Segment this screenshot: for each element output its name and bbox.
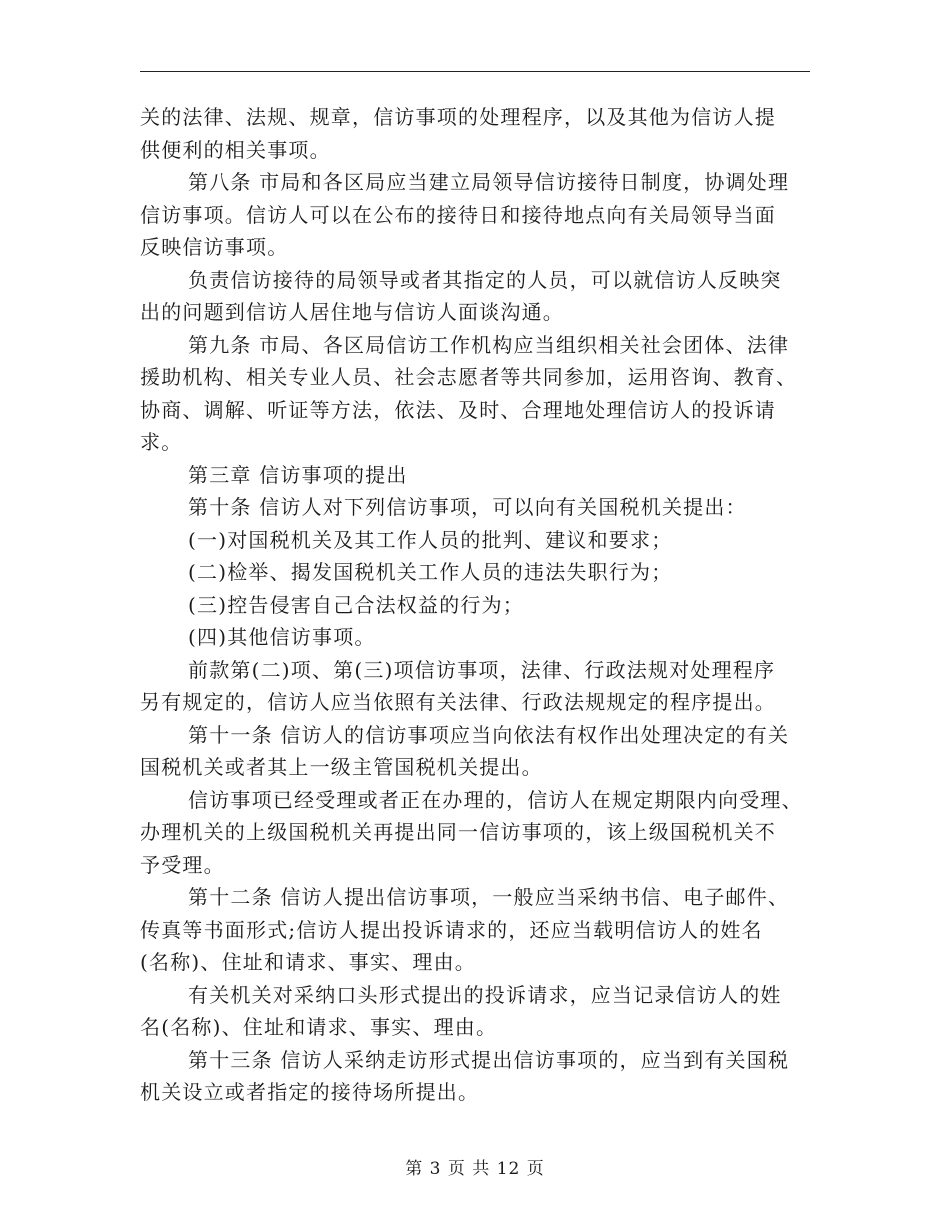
- paragraph: [140, 979, 810, 1044]
- text-line: (二)检举、揭发国税机关工作人员的违法失职行为；: [188, 560, 673, 584]
- paragraph: [140, 881, 810, 979]
- paragraph: [140, 654, 810, 719]
- text-line: 有关机关对采纳口头形式提出的投诉请求，应当记录信访人的姓: [188, 982, 782, 1007]
- text-line: 国税机关或者其上一级主管国税机关提出。: [140, 755, 543, 779]
- text-line: 第八条 市局和各区局应当建立局领导信访接待日制度，协调处理: [188, 170, 790, 194]
- paragraph: [140, 166, 810, 264]
- text-line: 第十一条 信访人的信访事项应当向依法有权作出处理决定的有关: [188, 722, 790, 747]
- paragraph: [140, 719, 810, 784]
- paragraph: [140, 621, 810, 654]
- text-line: 传真等书面形式;信访人提出投诉请求的，还应当载明信访人的姓名: [140, 917, 763, 942]
- header-rule: [140, 71, 810, 72]
- text-line: 第十二条 信访人提出信访事项，一般应当采纳书信、电子邮件、: [188, 885, 790, 909]
- text-line: (四)其他信访事项。: [188, 625, 376, 649]
- text-line: 供便利的相关事项。: [140, 137, 331, 162]
- text-line: 第十条 信访人对下列信访事项，可以向有关国税机关提出：: [188, 495, 747, 519]
- text-line: 求。: [140, 430, 183, 454]
- text-line: 机关设立或者指定的接待场所提出。: [140, 1080, 480, 1104]
- text-line: (一)对国税机关及其工作人员的批判、建议和要求；: [188, 527, 673, 552]
- text-line: 另有规定的，信访人应当依照有关法律、行政法规规定的程序提出。: [140, 690, 776, 714]
- text-line: 予受理。: [140, 852, 225, 877]
- paragraph: [140, 101, 810, 166]
- page-footer: 第 3 页 共 12 页: [405, 1159, 545, 1179]
- text-line: 反映信访事项。: [140, 235, 289, 259]
- paragraph: [140, 784, 810, 882]
- text-line: 协商、调解、听证等方法，依法、及时、合理地处理信访人的投诉请: [140, 397, 776, 422]
- text-line: 第十三条 信访人采纳走访形式提出信访事项的，应当到有关国税: [188, 1047, 790, 1072]
- text-line: 第九条 市局、各区局信访工作机构应当组织相关社会团体、法律: [188, 332, 790, 357]
- text-line: 名(名称)、住址和请求、事实、理由。: [140, 1015, 498, 1039]
- paragraph: [140, 264, 810, 329]
- text-line: 负责信访接待的局领导或者其指定的人员，可以就信访人反映突: [188, 267, 782, 292]
- text-line: 前款第(二)项、第(三)项信访事项，法律、行政法规对处理程序: [188, 657, 776, 682]
- text-line: 信访事项已经受理或者正在办理的，信访人在规定期限内向受理、: [188, 787, 803, 812]
- paragraph: [140, 491, 810, 524]
- text-line: (三)控告侵害自己合法权益的行为；: [188, 592, 525, 617]
- paragraph: [140, 524, 810, 557]
- document-body: [140, 101, 810, 1109]
- text-line: 第三章 信访事项的提出: [188, 462, 408, 487]
- text-line: 出的问题到信访人居住地与信访人面谈沟通。: [140, 300, 564, 324]
- text-line: (名称)、住址和请求、事实、理由。: [140, 950, 477, 974]
- paragraph: [140, 329, 810, 459]
- paragraph: [140, 459, 810, 492]
- text-line: 办理机关的上级国税机关再提出同一信访事项的，该上级国税机关不: [140, 820, 776, 844]
- paragraph: [140, 556, 810, 589]
- text-line: 援助机构、相关专业人员、社会志愿者等共同参加，运用咨询、教育、: [140, 365, 798, 389]
- paragraph: [140, 589, 810, 622]
- text-line: 关的法律、法规、规章，信访事项的处理程序，以及其他为信访人提: [140, 105, 776, 129]
- text-line: 信访事项。信访人可以在公布的接待日和接待地点向有关局领导当面: [140, 202, 776, 227]
- paragraph: [140, 1044, 810, 1109]
